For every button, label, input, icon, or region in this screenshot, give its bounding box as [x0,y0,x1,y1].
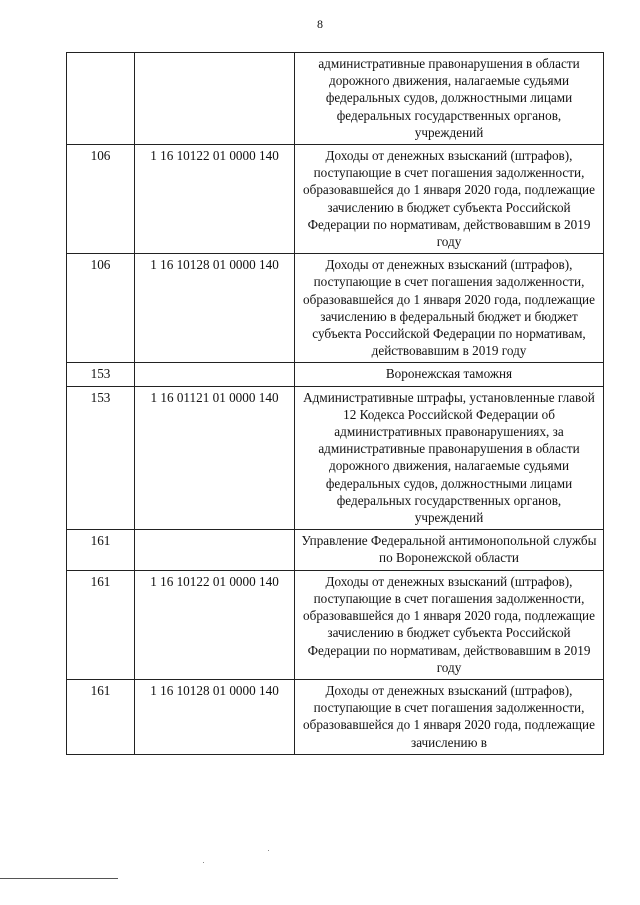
table-row [67,53,604,145]
budget-code-cell [135,363,295,386]
footer-rule [0,878,118,879]
description-cell: Доходы от денежных взысканий (штрафов), поступающие в счет погашения задолженности, образовавшейся до 1 января 2020 года, подлежащие зачислению в [295,679,604,754]
table-row [67,679,604,754]
budget-code-cell: 1 16 01121 01 0000 140 [135,386,295,530]
admin-code-cell: 161 [67,570,135,679]
admin-code-cell: 161 [67,679,135,754]
budget-code-cell: 1 16 10128 01 0000 140 [135,254,295,363]
description-cell: Доходы от денежных взысканий (штрафов), поступающие в счет погашения задолженности, образовавшейся до 1 января 2020 года, подлежащие зачислению в бюджет субъекта Российской Федерации по нормативам, действовавшим в 2019 году [295,570,604,679]
admin-code-cell [67,53,135,145]
budget-code-cell: 1 16 10128 01 0000 140 [135,679,295,754]
description-cell: Доходы от денежных взысканий (штрафов), поступающие в счет погашения задолженности, образовавшейся до 1 января 2020 года, подлежащие зачислению в бюджет субъекта Российской Федерации по нормативам, действовавшим в 2019 году [295,145,604,254]
admin-code-cell: 153 [67,386,135,530]
table-row [67,254,604,363]
budget-code-cell [135,53,295,145]
scan-speck [268,850,269,851]
revenue-codes-table [66,52,604,755]
admin-code-cell: 106 [67,254,135,363]
budget-code-cell: 1 16 10122 01 0000 140 [135,145,295,254]
description-cell: административные правонарушения в области дорожного движения, налагаемые судьями федеральных судов, должностными лицами федеральных государственных органов, учреждений [295,53,604,145]
table-row [67,570,604,679]
section-title-cell: Управление Федеральной антимонопольной службы по Воронежской области [295,530,604,570]
budget-code-cell [135,530,295,570]
scan-speck [203,862,204,863]
admin-code-cell: 161 [67,530,135,570]
admin-code-cell: 106 [67,145,135,254]
table-row [67,145,604,254]
table-row [67,363,604,386]
budget-code-cell: 1 16 10122 01 0000 140 [135,570,295,679]
table-row [67,530,604,570]
description-cell: Доходы от денежных взысканий (штрафов), поступающие в счет погашения задолженности, образовавшейся до 1 января 2020 года, подлежащие зачислению в федеральный бюджет и бюджет субъекта Российской Федерации по нормативам, действовавшим в 2019 году [295,254,604,363]
page-number: 8 [317,17,323,31]
admin-code-cell: 153 [67,363,135,386]
table-row [67,386,604,530]
description-cell: Административные штрафы, установленные главой 12 Кодекса Российской Федерации об административных правонарушениях, за административные правонарушения в области дорожного движения, налагаемые судьями федеральных судов, должностными лицами федеральных государственных органов, учреждений [295,386,604,530]
section-title-cell: Воронежская таможня [295,363,604,386]
